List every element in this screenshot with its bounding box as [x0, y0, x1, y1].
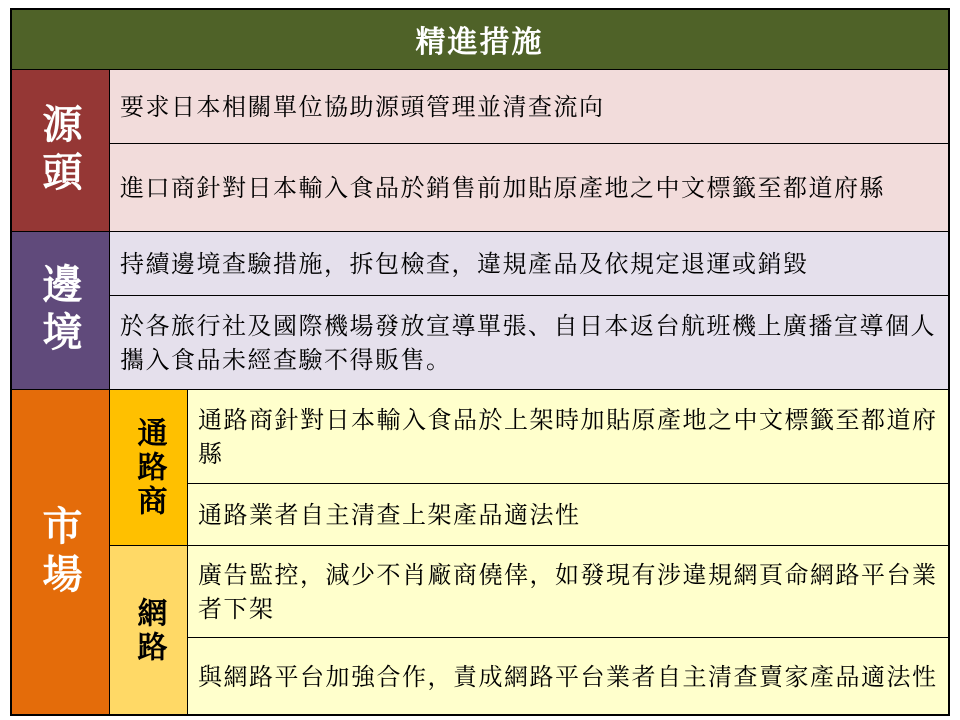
online-row-1 — [188, 546, 950, 638]
online-row-2 — [188, 638, 950, 716]
border-row-1-text: 持續邊境查驗措施，拆包檢查，違規產品及依規定退運或銷毀 — [120, 249, 809, 278]
source-label: 源頭 — [10, 70, 110, 232]
border-row-2 — [110, 296, 950, 390]
measures-table — [10, 8, 950, 716]
table-title: 精進措施 — [10, 8, 950, 70]
source-row-1-text: 要求日本相關單位協助源頭管理並清查流向 — [120, 92, 605, 121]
source-row-2-text: 進口商針對日本輸入食品於銷售前加貼原產地之中文標籤至都道府縣 — [120, 173, 885, 202]
border-row-1 — [110, 232, 950, 296]
border-row-2-text: 於各旅行社及國際機場發放宣導單張、自日本返台航班機上廣播宣導個人攜入食品未經查驗不得販售。 — [120, 311, 936, 374]
source-row-2 — [110, 144, 950, 232]
online-row-1-text: 廣告監控，減少不肖廠商僥倖，如發現有涉違規網頁命網路平台業者下架 — [198, 560, 938, 623]
border-label: 邊境 — [10, 232, 110, 390]
retailers-row-1-text: 通路商針對日本輸入食品於上架時加貼原產地之中文標籤至都道府縣 — [198, 405, 938, 468]
online-row-2-text: 與網路平台加強合作，責成網路平台業者自主清查賣家產品適法性 — [198, 662, 938, 691]
online-label: 網路 — [110, 546, 188, 716]
market-label: 市場 — [10, 390, 110, 716]
retailers-row-1 — [188, 390, 950, 484]
retailers-label: 通路商 — [110, 390, 188, 546]
retailers-row-2-text: 通路業者自主清查上架產品適法性 — [198, 500, 581, 529]
source-row-1 — [110, 70, 950, 144]
retailers-row-2 — [188, 484, 950, 546]
